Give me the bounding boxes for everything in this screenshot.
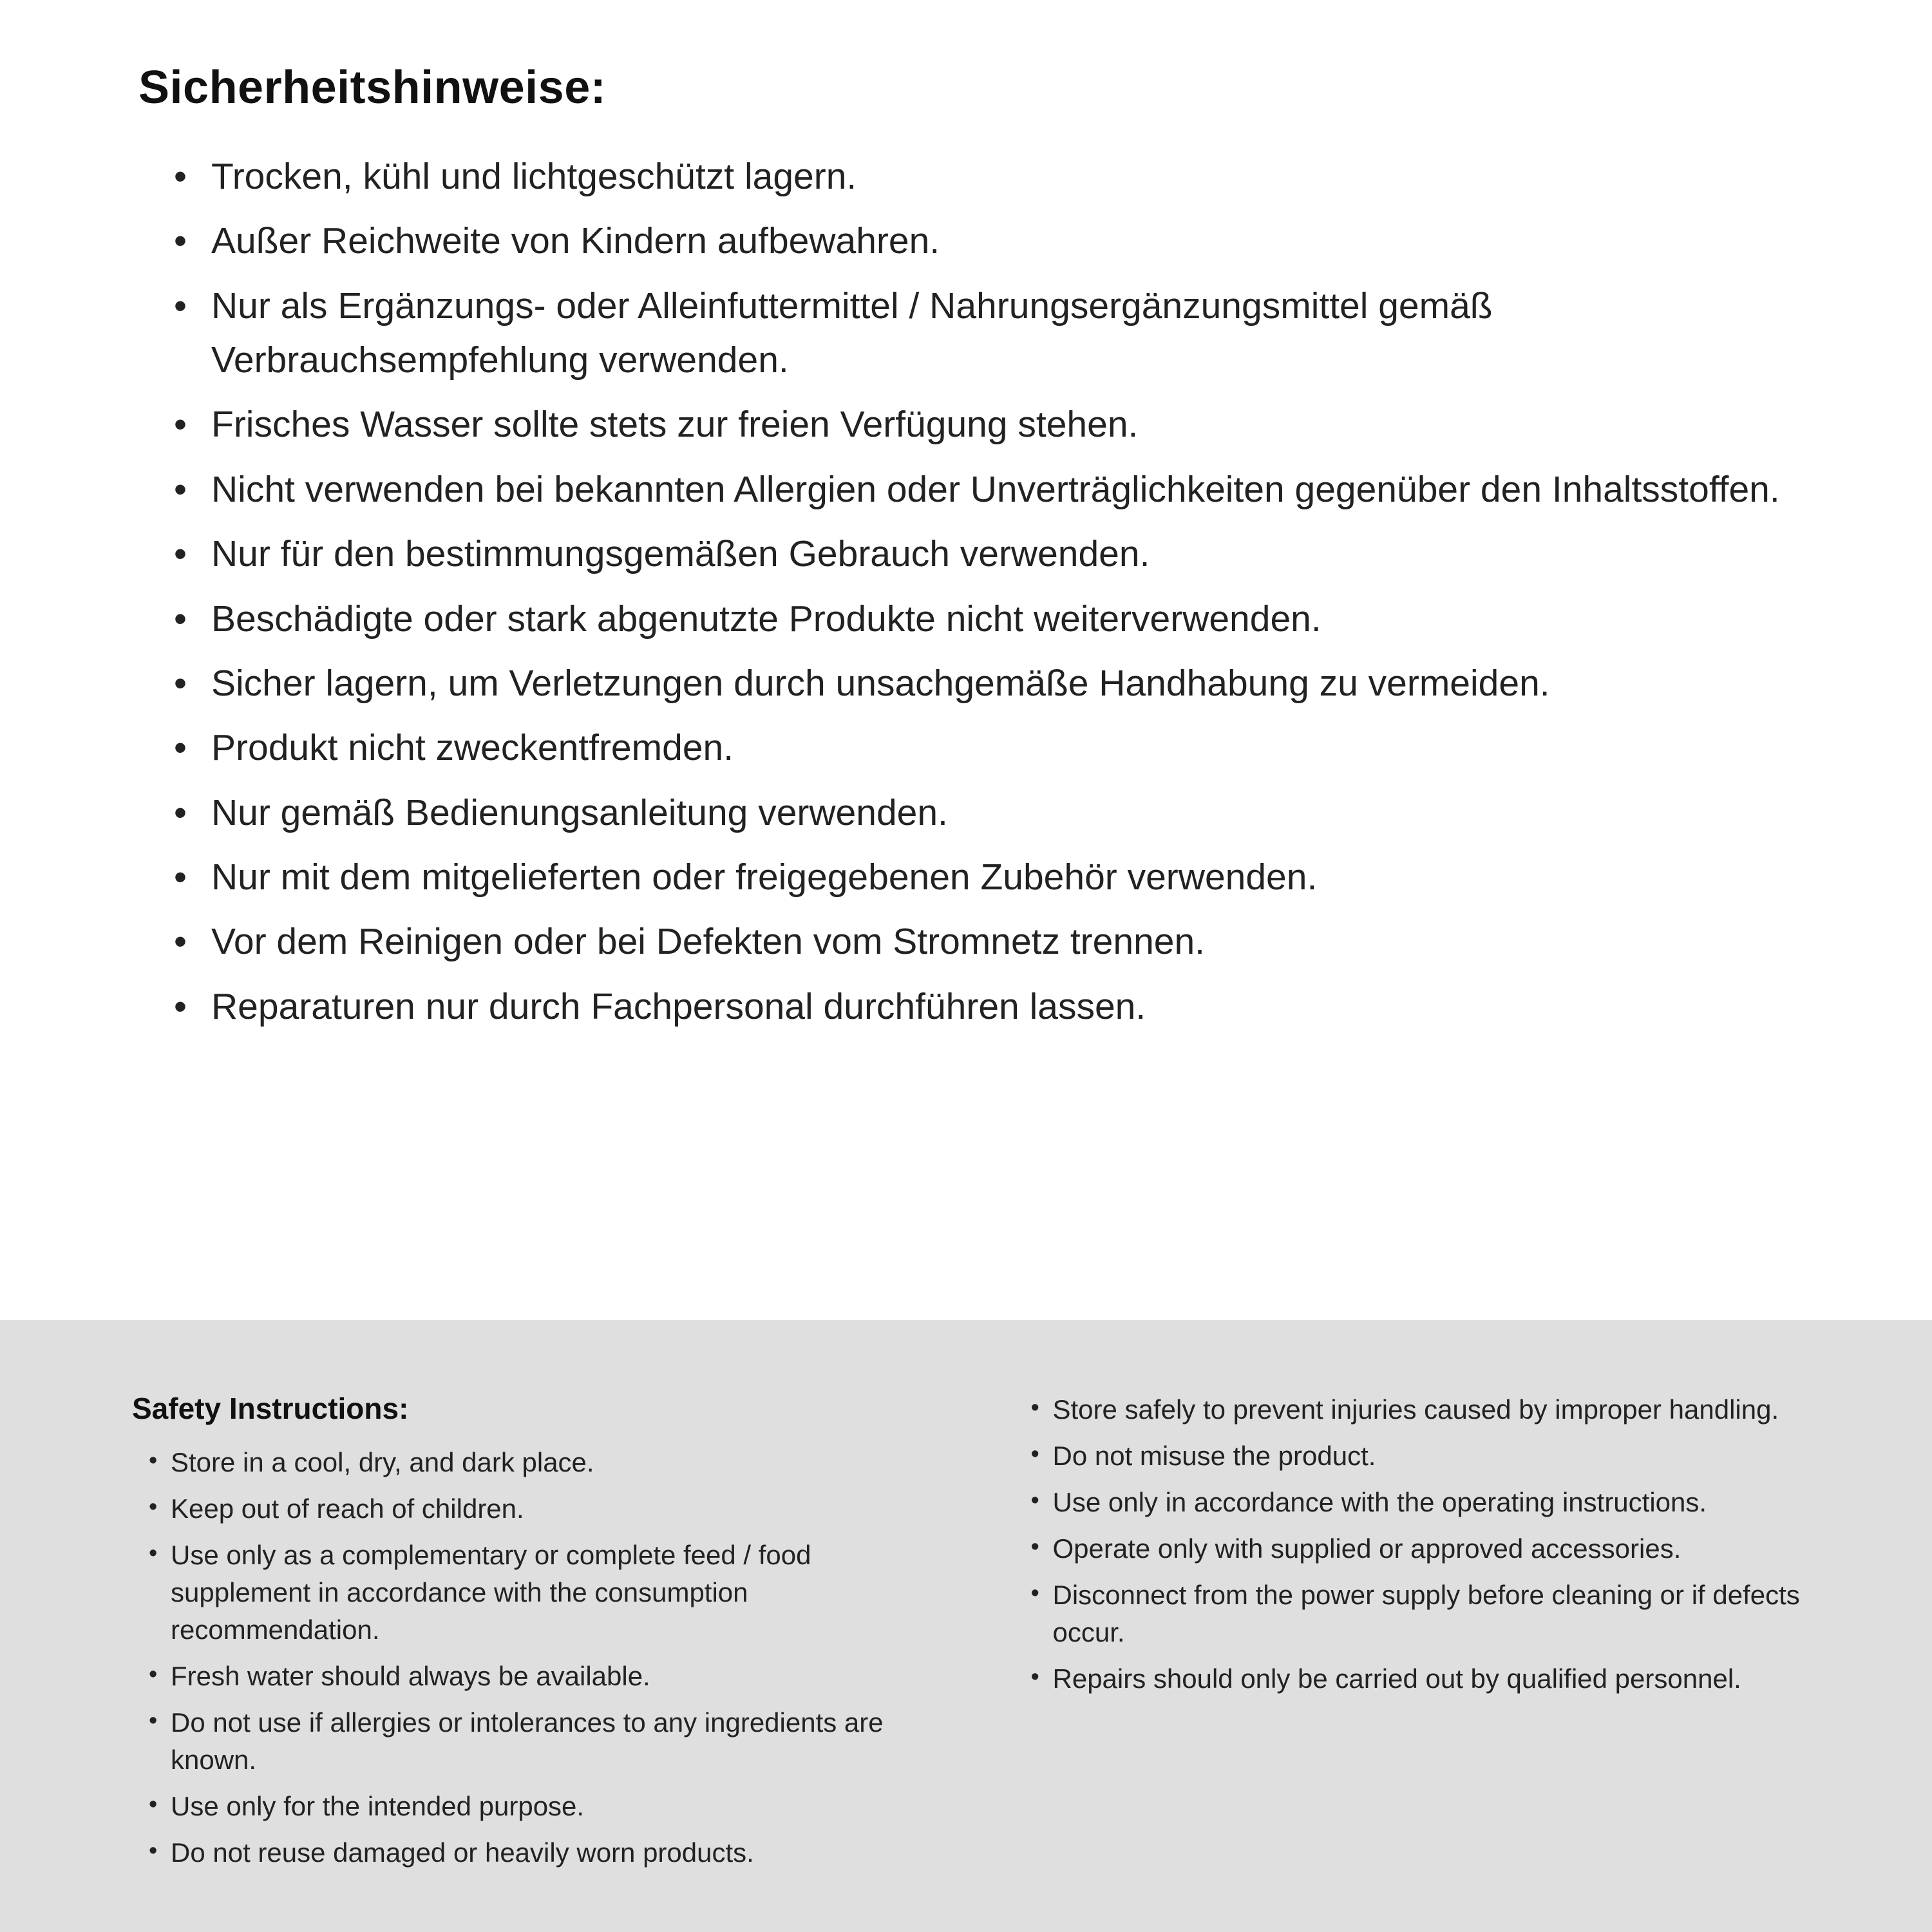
list-item: • Außer Reichweite von Kindern aufbewahren. bbox=[174, 214, 1829, 268]
list-item: • Nur mit dem mitgelieferten oder freigegebenen Zubehör verwenden. bbox=[174, 850, 1829, 904]
list-item: • Use only for the intended purpose. bbox=[144, 1788, 942, 1825]
english-safety-list-left bbox=[144, 1444, 942, 1871]
list-item: • Sicher lagern, um Verletzungen durch unsachgemäße Handhabung zu vermeiden. bbox=[174, 656, 1829, 710]
list-item: • Nicht verwenden bei bekannten Allergien oder Unverträglichkeiten gegenüber den Inhaltsstoffen. bbox=[174, 462, 1829, 516]
list-item: • Reparaturen nur durch Fachpersonal durchführen lassen. bbox=[174, 980, 1829, 1034]
list-item: • Keep out of reach of children. bbox=[144, 1490, 942, 1528]
list-item: • Use only as a complementary or complete feed / food supplement in accordance with the consumption recommendation. bbox=[144, 1537, 942, 1649]
german-safety-list bbox=[174, 149, 1829, 1034]
english-left-column bbox=[132, 1391, 942, 1893]
list-item: • Repairs should only be carried out by qualified personnel. bbox=[1026, 1660, 1836, 1698]
english-safety-list-right bbox=[1026, 1391, 1836, 1698]
list-item: • Do not reuse damaged or heavily worn products. bbox=[144, 1834, 942, 1871]
list-item: • Produkt nicht zweckentfremden. bbox=[174, 721, 1829, 775]
list-item: • Trocken, kühl und lichtgeschützt lagern. bbox=[174, 149, 1829, 204]
list-item: • Disconnect from the power supply before cleaning or if defects occur. bbox=[1026, 1577, 1836, 1651]
english-safety-section bbox=[0, 1320, 1932, 1932]
list-item: • Nur als Ergänzungs- oder Alleinfuttermittel / Nahrungsergänzungsmittel gemäß Verbrauchsempfehlung verwenden. bbox=[174, 279, 1829, 388]
list-item: • Store in a cool, dry, and dark place. bbox=[144, 1444, 942, 1481]
german-section-title: Sicherheitshinweise: bbox=[138, 62, 607, 113]
list-item: • Nur gemäß Bedienungsanleitung verwenden. bbox=[174, 786, 1829, 840]
list-item: • Nur für den bestimmungsgemäßen Gebrauch verwenden. bbox=[174, 527, 1829, 581]
list-item: • Store safely to prevent injuries caused by improper handling. bbox=[1026, 1391, 1836, 1428]
list-item: • Do not use if allergies or intolerances to any ingredients are known. bbox=[144, 1704, 942, 1779]
english-section-title: Safety Instructions: bbox=[132, 1392, 409, 1425]
list-item: • Do not misuse the product. bbox=[1026, 1437, 1836, 1475]
list-item: • Operate only with supplied or approved accessories. bbox=[1026, 1530, 1836, 1567]
list-item: • Fresh water should always be available. bbox=[144, 1658, 942, 1695]
list-item: • Frisches Wasser sollte stets zur freien Verfügung stehen. bbox=[174, 397, 1829, 451]
english-right-column bbox=[1026, 1391, 1836, 1893]
list-item: • Vor dem Reinigen oder bei Defekten vom Stromnetz trennen. bbox=[174, 914, 1829, 969]
list-item: • Beschädigte oder stark abgenutzte Produkte nicht weiterverwenden. bbox=[174, 592, 1829, 646]
list-item: • Use only in accordance with the operating instructions. bbox=[1026, 1484, 1836, 1521]
